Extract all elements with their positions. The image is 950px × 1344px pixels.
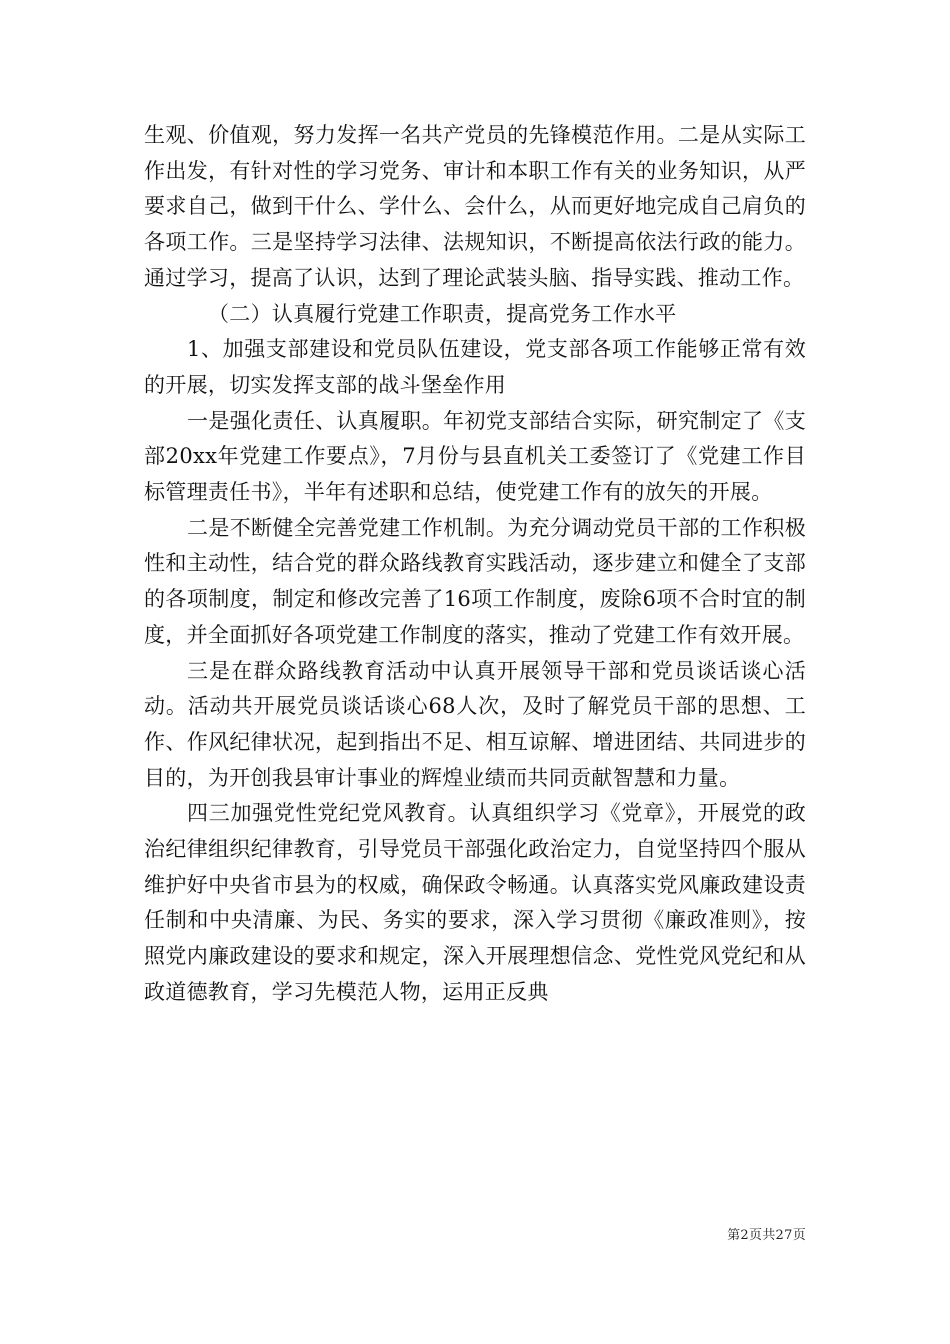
paragraph-education: 四三加强党性党纪党风教育。认真组织学习《党章》，开展党的政治纪律组织纪律教育，引导党员干部强化政治定力，自觉坚持四个服从维护好中央省市县为的权威，确保政令畅通。认真落实党风廉政建设责任制和中央清廉、为民、务实的要求，深入学习贯彻《廉政准则》，按照党内廉政建设的要求和规定，深入开展理想信念、党性党风党纪和从政道德教育，学习先模范人物，运用正反典: [144, 801, 806, 1004]
paragraph-responsibility: 一是强化责任、认真履职。年初党支部结合实际，研究制定了《支部20xx年党建工作要点》，7月份与县直机关工委签订了《党建工作目标管理责任书》，半年有述职和总结，使党建工作有的放矢的开展。: [144, 408, 806, 505]
paragraph-talks: 三是在群众路线教育活动中认真开展领导干部和党员谈话谈心活动。活动共开展党员谈话谈心68人次，及时了解党员干部的思想、工作、作风纪律状况，起到指出不足、相互谅解、增进团结、共同进步的目的，为开创我县审计事业的辉煌业绩而共同贡献智慧和力量。: [144, 658, 806, 790]
page-number: 第2页共27页: [727, 1228, 806, 1243]
paragraph-continuation: 生观、价值观，努力发挥一名共产党员的先锋模范作用。二是从实际工作出发，有针对性的学习党务、审计和本职工作有关的业务知识，从严要求自己，做到干什么、学什么、会什么，从而更好地完成自己肩负的各项工作。三是坚持学习法律、法规知识，不断提高依法行政的能力。通过学习，提高了认识，达到了理论武装头脑、指导实践、推动工作。: [144, 123, 806, 290]
section-heading: （二）认真履行党建工作职责，提高党务工作水平: [208, 301, 677, 326]
subsection-heading: 1、加强支部建设和党员队伍建设，党支部各项工作能够正常有效的开展，切实发挥支部的战斗堡垒作用: [144, 337, 806, 397]
paragraph-mechanism: 二是不断健全完善党建工作机制。为充分调动党员干部的工作积极性和主动性，结合党的群众路线教育实践活动，逐步建立和健全了支部的各项制度，制定和修改完善了16项工作制度，废除6项不合时宜的制度，并全面抓好各项党建工作制度的落实，推动了党建工作有效开展。: [144, 515, 806, 647]
document-body: [144, 118, 806, 1011]
